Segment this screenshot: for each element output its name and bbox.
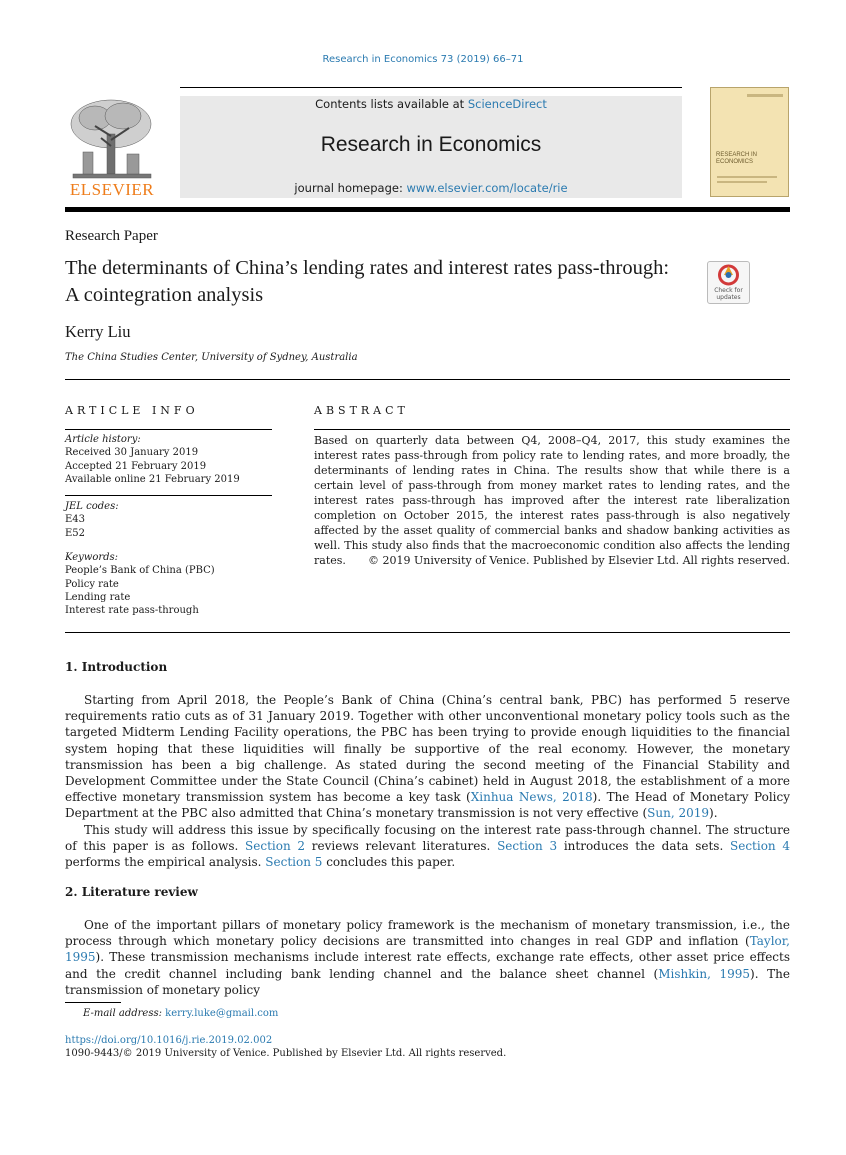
keywords — [65, 551, 275, 617]
section-ref-link[interactable]: Section 2 — [245, 838, 306, 853]
check-updates-label: Check for updates — [714, 287, 743, 301]
abstract-copyright: © 2019 University of Venice. Published by Elsevier Ltd. All rights reserved. — [368, 554, 790, 567]
divider — [314, 429, 790, 430]
text-run: ). — [709, 806, 718, 821]
author-email-link[interactable]: kerry.luke@gmail.com — [165, 1008, 279, 1019]
check-updates-icon — [708, 262, 749, 288]
history-label: Article history: — [65, 434, 141, 445]
author-name: Kerry Liu — [65, 322, 131, 341]
header-top-rule — [180, 87, 682, 88]
divider — [65, 632, 790, 633]
citation-link[interactable]: Xinhua News, 2018 — [470, 790, 593, 805]
author-affiliation: The China Studies Center, University of Sydney, Australia — [65, 352, 358, 363]
text-run: ). These transmission mechanisms include interest rate effects, exchange rate effects, other asset price effects and the credit channel including bank lending channel and the balance sheet channel ( — [65, 950, 790, 981]
homepage-line — [180, 181, 682, 195]
abstract-text: Based on quarterly data between Q4, 2008–Q4, 2017, this study examines the interest rates pass-through from policy rate to lending rates, and more broadly, the determinants of lending rates in China. The results show that while there is a certain level of pass-through from money market rates to lending rates, and the interest rates pass-through has improved after the interest rate liberalization completion on October 2015, the interest rates pass-through is also negatively affected by the asset quality of commercial banks and shadow banking activities as well. This study also finds that the macroeconomic condition also affects the lending rates. — [314, 434, 790, 567]
divider — [65, 495, 272, 496]
citation-link[interactable]: Mishkin, 1995 — [658, 966, 751, 981]
article-info-heading: ARTICLE INFO — [65, 404, 199, 417]
keyword: Lending rate — [65, 591, 131, 603]
citation-link[interactable]: Sun, 2019 — [647, 806, 710, 821]
journal-homepage-link[interactable]: www.elsevier.com/locate/rie — [406, 181, 568, 195]
header-thick-rule — [65, 207, 790, 212]
article-title: The determinants of China’s lending rates and interest rates pass-through: A cointegration analysis — [65, 257, 670, 306]
accepted-date: Accepted 21 February 2019 — [65, 460, 207, 472]
cover-title: RESEARCH IN ECONOMICS — [716, 152, 758, 165]
section-heading-literature-review: 2. Literature review — [65, 885, 198, 899]
section-ref-link[interactable]: Section 3 — [497, 838, 558, 853]
elsevier-wordmark: ELSEVIER — [69, 180, 155, 199]
doi-link[interactable]: https://doi.org/10.1016/j.rie.2019.02.002 — [65, 1035, 273, 1046]
paragraph — [65, 917, 790, 998]
author-email-footnote — [83, 1008, 278, 1019]
section-heading-introduction: 1. Introduction — [65, 660, 168, 674]
text-run: One of the important pillars of monetary policy framework is the mechanism of monetary transmission, i.e., the process through which monetary policy decisions are transmitted into changes in real GDP and inflation ( — [65, 918, 790, 949]
jel-label: JEL codes: — [65, 501, 119, 512]
text-run: introduces the data sets. — [557, 838, 730, 853]
section-ref-link[interactable]: Section 5 — [265, 855, 323, 870]
jel-codes — [65, 500, 275, 540]
article-type: Research Paper — [65, 228, 158, 244]
contents-prefix: Contents lists available at — [315, 97, 468, 111]
text-run: reviews relevant literatures. — [305, 838, 498, 853]
paragraph — [65, 822, 790, 871]
email-label: E-mail address: — [83, 1008, 166, 1019]
section-ref-link[interactable]: Section 4 — [730, 838, 791, 853]
sciencedirect-link[interactable]: ScienceDirect — [467, 97, 547, 111]
divider — [65, 429, 272, 430]
online-date: Available online 21 February 2019 — [65, 473, 240, 485]
text-run: concludes this paper. — [322, 855, 456, 870]
journal-cover-thumbnail[interactable] — [710, 87, 789, 197]
issn-copyright: 1090-9443/© 2019 University of Venice. Published by Elsevier Ltd. All rights reserved. — [65, 1048, 507, 1059]
text-run: ). The Head of Monetary Policy Department at the PBC also admitted that China’s monetary transmission is not very effective ( — [65, 790, 790, 821]
article-history — [65, 433, 275, 486]
keyword: People’s Bank of China (PBC) — [65, 565, 215, 577]
text-run: ). The transmission of monetary policy — [65, 966, 790, 997]
homepage-prefix: journal homepage: — [294, 181, 407, 195]
jel-code: E43 — [65, 514, 86, 526]
keyword: Policy rate — [65, 578, 119, 590]
text-run: Starting from April 2018, the People’s Bank of China (China’s central bank, PBC) has performed 5 reserve requirements ratio cuts as of 31 January 2019. Together with other unconventional monetary policy tools such as the targeted Midterm Lending Facility operations, the PBC has been trying to provide enough liquidities to the financial system hoping that these liquidities will finally be supportive of the real economy. However, the monetary transmission has been a big challenge. As stated during the second meeting of the Financial Stability and Development Committee under the State Council (China’s cabinet) held in August 2018, the establishment of a more effective monetary transmission system has become a key task ( — [65, 693, 790, 805]
citation-link[interactable]: Taylor, 1995 — [65, 934, 790, 965]
divider — [65, 379, 790, 380]
abstract-heading: ABSTRACT — [314, 404, 409, 417]
journal-name: Research in Economics — [320, 133, 542, 156]
contents-line — [180, 97, 682, 111]
text-run: This study will address this issue by specifically focusing on the interest rate pass-through channel. The structure of this paper is as follows. — [65, 822, 790, 853]
journal-citation-link[interactable]: Research in Economics 73 (2019) 66–71 — [322, 54, 524, 65]
paragraph — [65, 692, 790, 822]
footnote-rule — [65, 1002, 121, 1003]
received-date: Received 30 January 2019 — [65, 447, 199, 459]
text-run: performs the empirical analysis. — [65, 855, 266, 870]
keyword: Interest rate pass-through — [65, 605, 199, 617]
keywords-label: Keywords: — [65, 552, 119, 563]
introduction-body — [65, 692, 790, 870]
jel-code: E52 — [65, 527, 86, 539]
literature-review-body — [65, 917, 790, 998]
